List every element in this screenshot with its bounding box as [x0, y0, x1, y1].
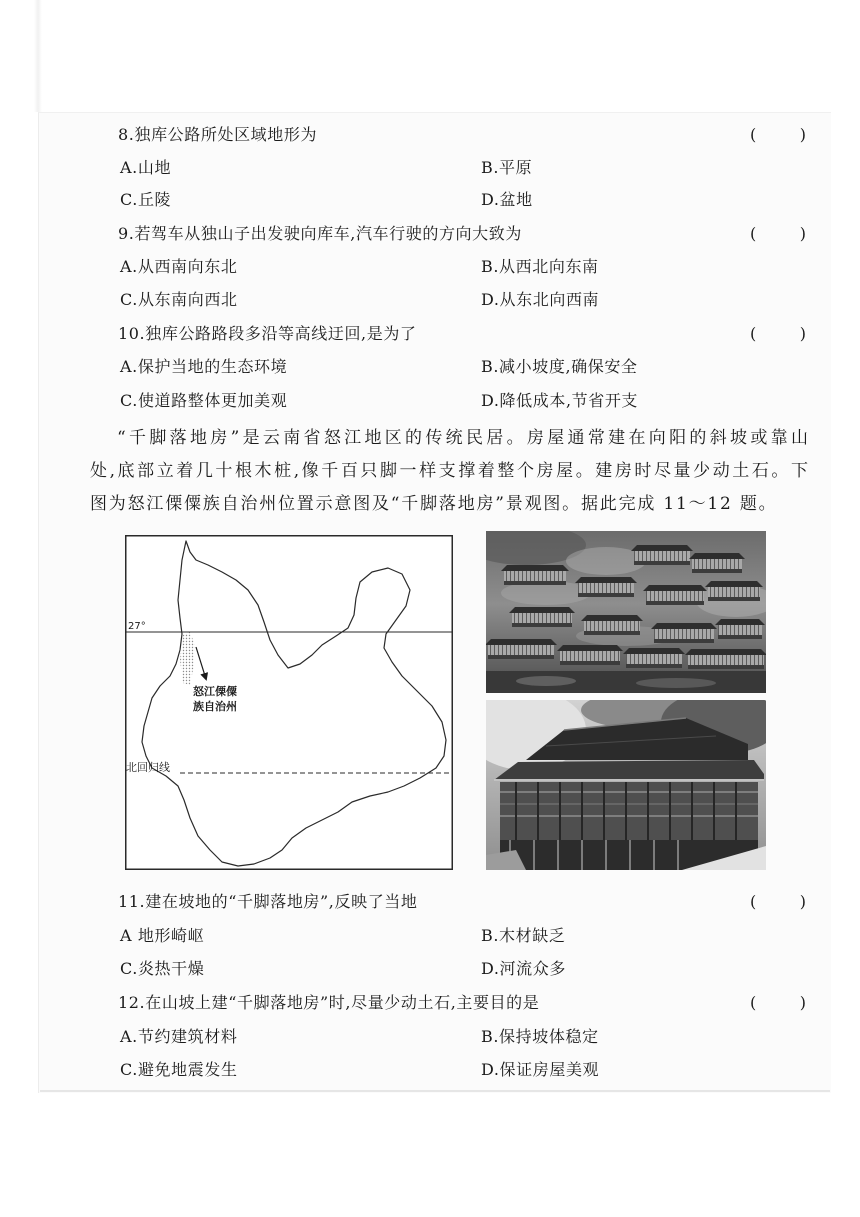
house-wall: [692, 559, 742, 569]
house-stilts: [708, 597, 760, 601]
scan-bottom-line: [40, 1090, 830, 1092]
house-roof: [623, 648, 685, 654]
bracket-close: ): [799, 324, 806, 343]
bracket-open: (: [750, 324, 757, 343]
option-a: A.山地: [120, 158, 172, 177]
house-stilts: [654, 639, 714, 643]
answer-bracket: [750, 324, 806, 344]
answer-bracket: [750, 224, 806, 244]
option-d: D.降低成本,节省开支: [481, 391, 639, 410]
latitude-label: 27°: [128, 621, 146, 632]
option-d: D.盆地: [481, 190, 533, 209]
scan-edge-shadow: [34, 0, 42, 112]
option-a: A.从西南向东北: [120, 257, 238, 276]
house-wall: [512, 613, 572, 623]
house-wall: [646, 591, 704, 601]
option-b: B.保持坡体稳定: [481, 1027, 599, 1046]
house-stilts: [634, 561, 690, 565]
house-roof: [581, 615, 643, 621]
house-wall: [560, 651, 620, 661]
house-wall: [584, 621, 640, 631]
house-stilts: [488, 655, 554, 659]
house-wall: [688, 655, 764, 665]
bracket-close: ): [799, 125, 806, 144]
tropic-label: 北回归线: [126, 761, 170, 774]
passage-line-3: 图为怒江傈僳族自治州位置示意图及“千脚落地房”景观图。据此完成 11～12 题。: [90, 494, 778, 514]
house-stilts: [692, 569, 742, 573]
option-d: D.从东北向西南: [481, 290, 600, 309]
question-stem: 9.若驾车从独山子出发驶向库车,汽车行驶的方向大致为: [118, 224, 522, 243]
option-c: C.炎热干燥: [120, 959, 205, 978]
answer-bracket: [750, 993, 806, 1013]
house-roof: [509, 607, 575, 613]
passage-line-2: 处,底部立着几十根木桩,像千百只脚一样支撑着整个房屋。建房时尽量少动土石。下: [90, 461, 808, 481]
region-label-line-1: 怒江傈僳: [193, 685, 237, 698]
house-stilts: [578, 593, 634, 597]
option-c: C.从东南向西北: [120, 290, 238, 309]
house-stilts: [560, 661, 620, 665]
house-wall: [654, 629, 714, 639]
map-svg: [125, 535, 453, 870]
option-c: C.避免地震发生: [120, 1060, 238, 1079]
question-stem: 10.独库公路路段多沿等高线迂回,是为了: [118, 324, 417, 343]
map-frame: [126, 536, 453, 870]
house-roof: [689, 553, 745, 559]
option-a: A.保护当地的生态环境: [120, 357, 288, 376]
house-stilts: [512, 623, 572, 627]
option-c: C.使道路整体更加美观: [120, 391, 288, 410]
answer-bracket: [750, 125, 806, 145]
house-roof: [557, 645, 623, 651]
house-stilts: [718, 635, 762, 639]
option-b: B.从西北向东南: [481, 257, 599, 276]
option-d: D.河流众多: [481, 959, 566, 978]
question-stem: 12.在山坡上建“千脚落地房”时,尽量少动土石,主要目的是: [118, 993, 540, 1012]
house-stilts: [626, 664, 682, 668]
option-a: A.节约建筑材料: [120, 1027, 238, 1046]
house-wall: [708, 587, 760, 597]
house-wall: [578, 583, 634, 593]
bracket-close: ): [799, 224, 806, 243]
house-stilts: [584, 631, 640, 635]
option-a: A 地形崎岖: [120, 926, 205, 945]
bracket-close: ): [799, 993, 806, 1012]
question-stem: 8.独库公路所处区域地形为: [118, 125, 318, 144]
village-photo: [486, 531, 766, 693]
option-b: B.木材缺乏: [481, 926, 566, 945]
region-label-line-2: 族自治州: [193, 700, 237, 713]
house-roof: [575, 577, 637, 583]
village-photo-svg: [486, 531, 766, 693]
house-roof: [486, 639, 557, 645]
answer-bracket: [750, 892, 806, 912]
house-stilts: [688, 665, 764, 669]
house-roof: [715, 619, 765, 625]
house-roof: [651, 623, 717, 629]
house-stilts: [646, 601, 704, 605]
option-b: B.减小坡度,确保安全: [481, 357, 638, 376]
house-roof: [685, 649, 766, 655]
house-stilts: [504, 581, 566, 585]
house-wall: [626, 654, 682, 664]
house-roof: [705, 581, 763, 587]
passage-line-1: “千脚落地房”是云南省怒江地区的传统民居。房屋通常建在向阳的斜坡或靠山: [117, 428, 808, 448]
house-wall: [718, 625, 762, 635]
option-b: B.平原: [481, 158, 533, 177]
stilt-house-photo: [486, 700, 766, 870]
question-stem: 11.建在坡地的“千脚落地房”,反映了当地: [118, 892, 418, 911]
house-roof: [631, 545, 693, 551]
location-map: [125, 535, 453, 870]
bracket-open: (: [750, 892, 757, 911]
bracket-open: (: [750, 993, 757, 1012]
house-wall: [488, 645, 554, 655]
house-wall: [504, 571, 566, 581]
option-c: C.丘陵: [120, 190, 172, 209]
house-roof: [643, 585, 707, 591]
bracket-close: ): [799, 892, 806, 911]
bracket-open: (: [750, 224, 757, 243]
stilt-house-photo-svg: [486, 700, 766, 870]
option-d: D.保证房屋美观: [481, 1060, 600, 1079]
house-wall: [634, 551, 690, 561]
house-roof: [501, 565, 569, 571]
bracket-open: (: [750, 125, 757, 144]
